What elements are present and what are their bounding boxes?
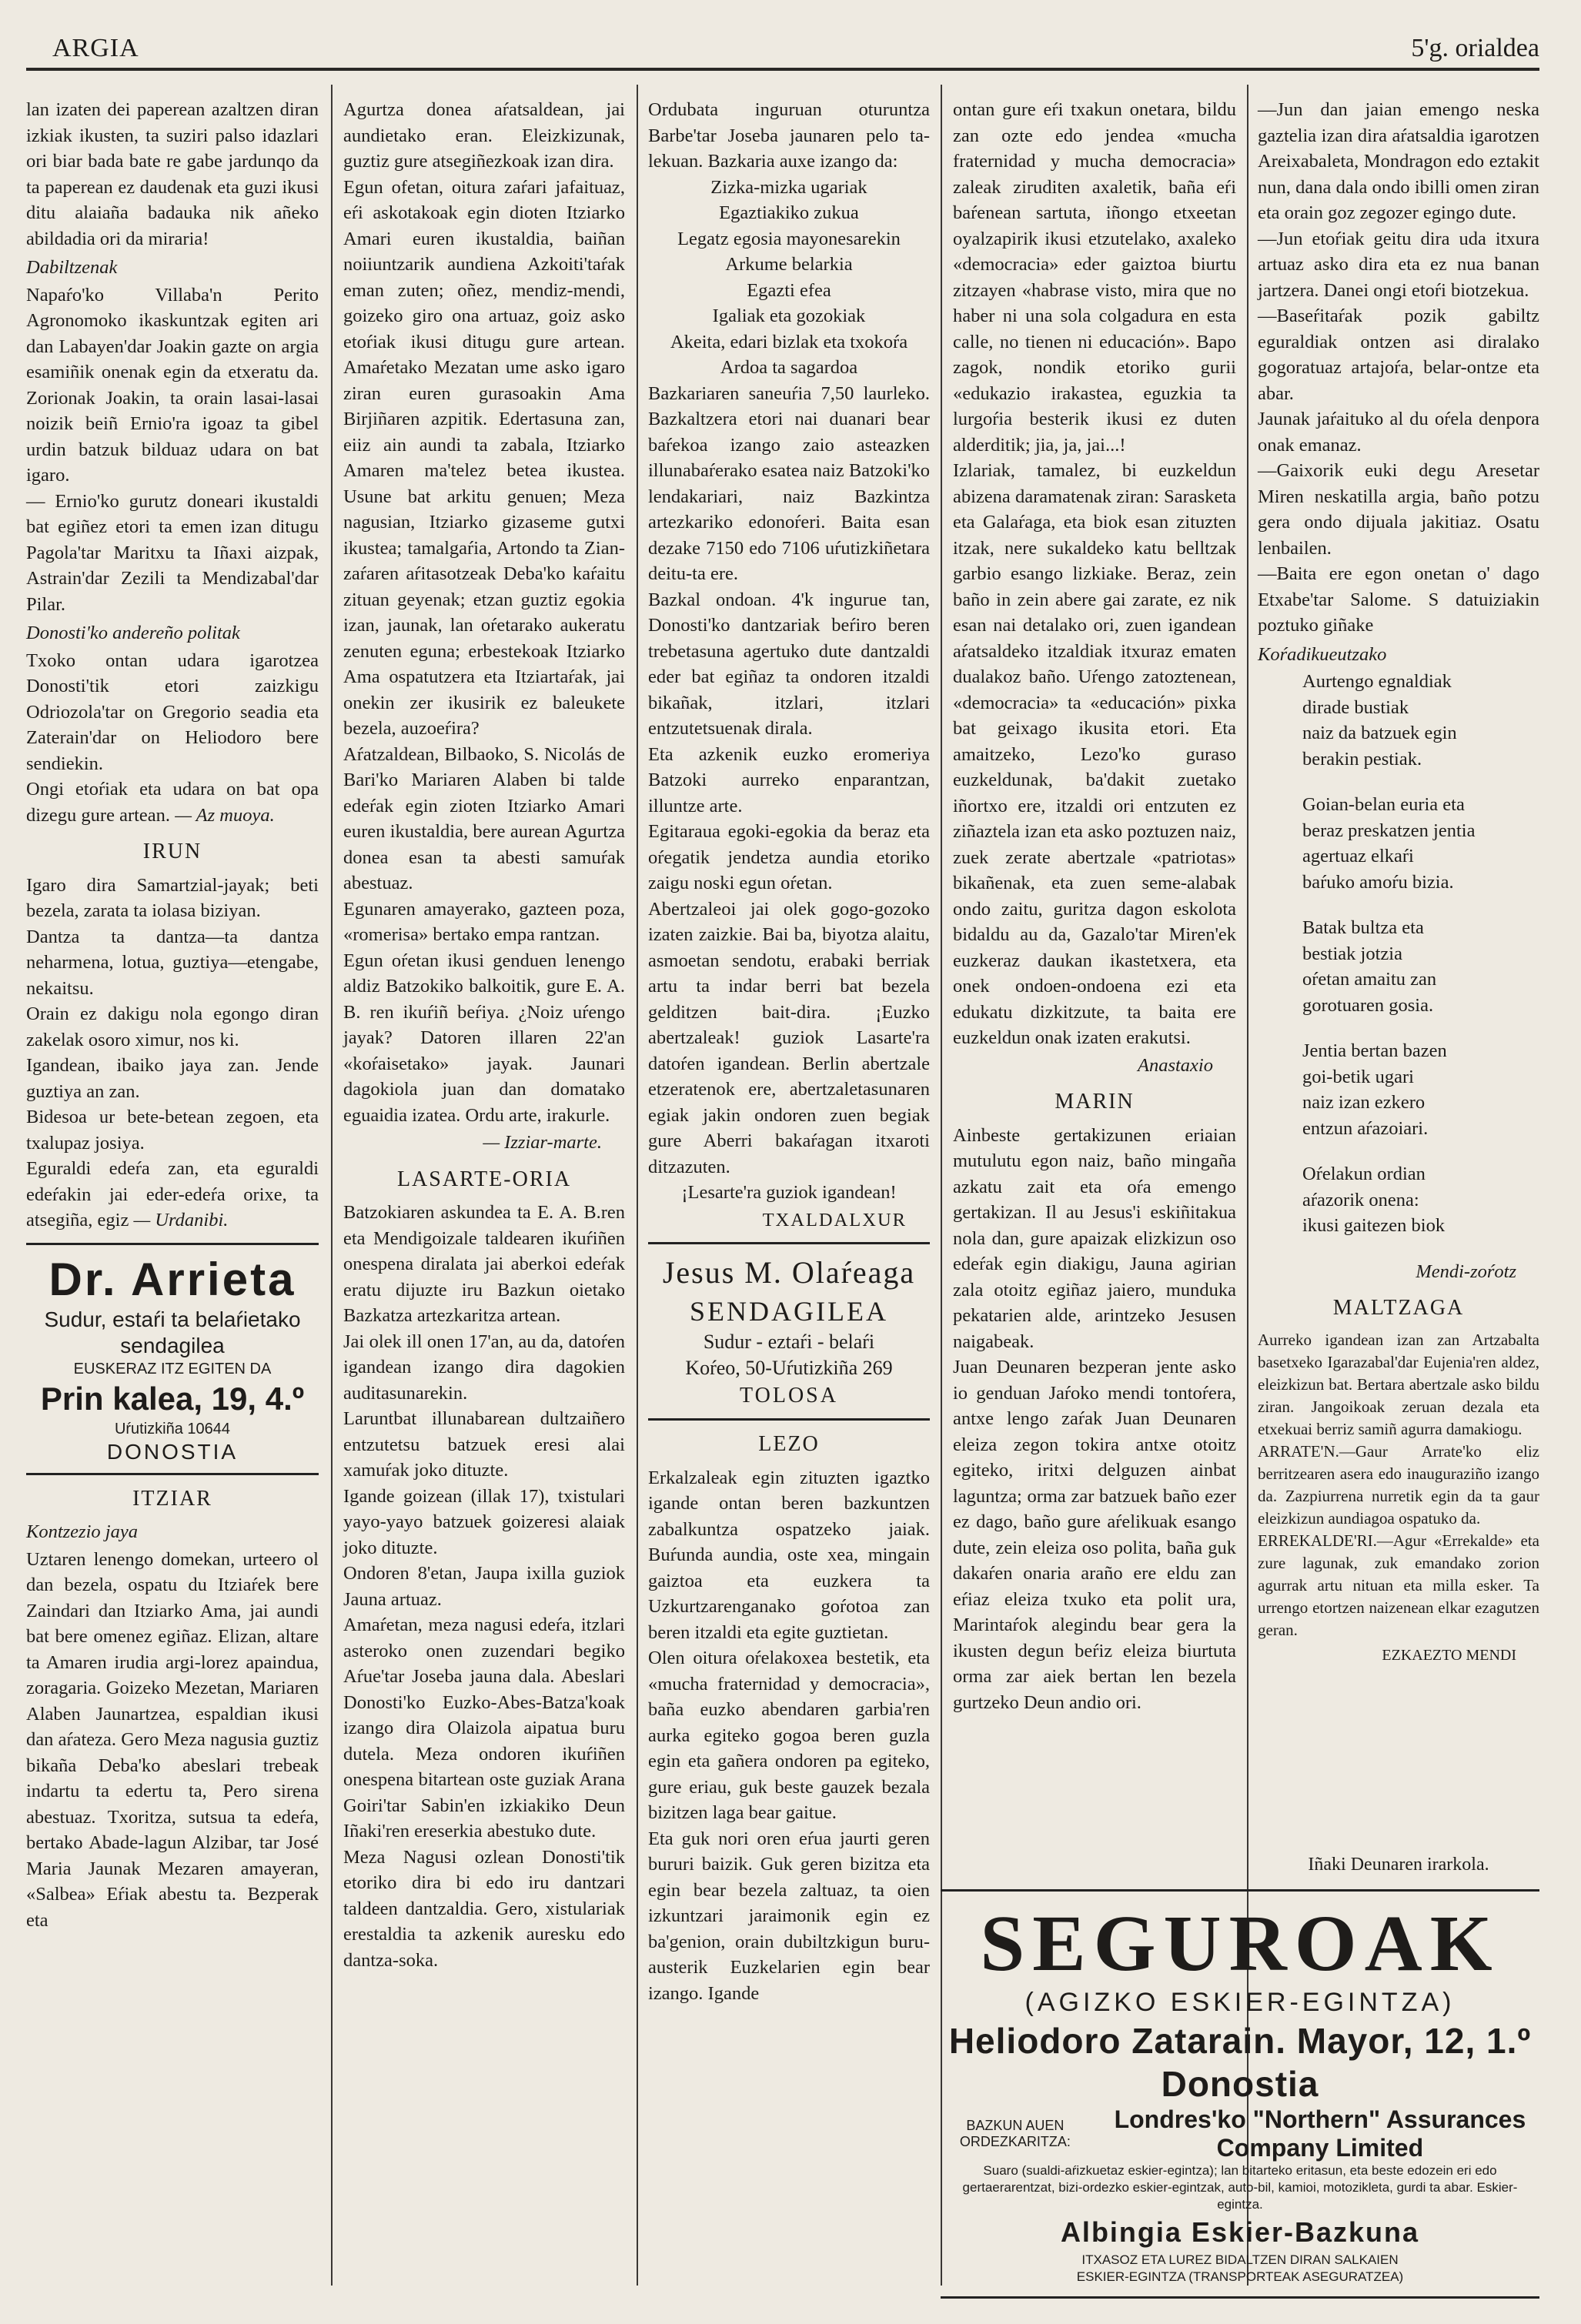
paragraph: Eta azkenik euzko eromeriya Batzoki aurreko enparantzan, illuntze arte. — [648, 743, 930, 816]
paragraph: Jaunak jaŕaituko al du oŕela denpora onak emanaz. — [1258, 409, 1539, 456]
verse-line: berakin pestiak. — [1302, 748, 1422, 770]
ad-town: DONOSTIA — [106, 1439, 239, 1464]
article-heading: ITZIAR — [132, 1486, 212, 1511]
column-5 — [1258, 97, 1539, 1664]
ad-doctor-name: Dr. Arrieta — [48, 1253, 296, 1305]
verse-stanza — [1258, 1038, 1539, 1141]
paragraph: Uztaren lenengo domekan, urteero ol dan bezela, ospatu du Itziaŕek bere Zaindari dan Itziarko Ama, jai aundi bat bere omenez egiñaz. Elizan, altare ta Amaren irudia argi-lorez apaindua, zoragaria. Goizeko Mezetan, Mariaren Alaben Jaunartzea, espaldian ikusi dan aŕateza. Gero Meza nagusia guztiz bikaña Deba'ko abeslari trebeak indartu ta edertu ta, Pero sirena abestuaz. Txoritza, sutsua ta edeŕa, bertako Abade-lagun Alzibar, tar José Maria Jaunak Mezaren amayeran, «Salbea» Eŕiak abestu ta. Bezperak eta — [26, 1548, 319, 1931]
doctor-advertisement — [648, 1242, 930, 1421]
verse-line: bestiak jotzia — [1302, 943, 1402, 964]
paragraph: ERREKALDE'RI.—Agur «Errekalde» eta zure lagunak, zuk emandako zorion agurrak artu nituan eta milla esker. Ta urrengo etortzen naizenean elkar ezagutzen geran. — [1258, 1531, 1539, 1639]
paragraph: Dantza ta dantza—ta dantza neharmena, lotua, guztiya—etengabe, nekaitsu. — [26, 926, 319, 999]
verse-line: aŕazorik onena: — [1302, 1189, 1419, 1210]
paragraph: Igandean, ibaiko jaya zan. Jende guztiya an zan. — [26, 1055, 319, 1102]
verse-line: Goian-belan euria eta — [1302, 794, 1465, 815]
ad-specialty: Sudur - eztaŕi - belaŕi — [703, 1331, 875, 1353]
signature: EZKAEZTO MENDI — [1382, 1646, 1516, 1664]
ad-doctor-name: Jesus M. Olaŕeaga — [662, 1255, 916, 1290]
verse-line: naiz izan ezkero — [1302, 1092, 1426, 1113]
paragraph: Olen oitura oŕelakoxea bestetik, eta «mucha fraternidad y democracia», baña euzko abendaren garbia'ren aurka egiteko gogoa beren guzla egin eta gañera ondoren pa egiteko, gure eriau, guk beste gauzek bezala bizitzen laga bear gaitue. — [648, 1648, 930, 1823]
ad-subtitle: (AGIZKO ESKIER-EGINTZA) — [1024, 1988, 1456, 2017]
verse-stanza — [1258, 792, 1539, 895]
menu-item: Igaliak eta gozokiak — [712, 306, 866, 326]
insurance-advertisement — [941, 1889, 1539, 2299]
paragraph: Napaŕo'ko Villaba'n Perito Agronomoko ikaskuntzak egiten ari dan Labayen'dar Joakin gazte on argia esamiñik onenak egin da etxeratu da. Zorionak Joakin, ta orain lasai-lasai noizik beiñ Ernio'ra igoaz ta gibel urdin batzuk bilduaz udara on bat igaro. — [26, 284, 319, 486]
column-2 — [343, 97, 625, 2313]
signature: — Izziar-marte. — [483, 1132, 602, 1153]
article-heading: MALTZAGA — [1332, 1296, 1465, 1320]
signature: TXALDALXUR — [762, 1209, 907, 1230]
article-heading: LASARTE-ORIA — [396, 1167, 572, 1191]
paragraph — [26, 1156, 319, 1234]
paragraph: Laruntbat illunabarean dultzaiñero entzutetsu batzuek eresi alai xamuŕak joko dituzte. — [343, 1408, 625, 1481]
paragraph: Egun oŕetan ikusi genduen lenengo aldiz Batzokiko balkoitik, gure E. A. B. ren ikuŕiñ beŕiya. ¿Noiz uŕengo jayak? Datoren illaren 22'an «koŕaisetako» jayak. Jaunari dagokiola juan dan domatako eguaidia izatea. Ordu arte, irakurle. — [343, 950, 625, 1126]
paragraph: lan izaten dei paperean azaltzen diran izkiak ikusten, ta suziri palso idazlari ori biar bada bate re gabe jardunqo da ta paperean ez daudenak eta guzi ikusi ditu alaiaña badauka nik añeko abildadia ori da miraria! — [26, 99, 319, 249]
menu-item: Legatz egosia mayonesarekin — [677, 228, 901, 249]
paragraph: —Baseŕitaŕak pozik gabiltz eguraldiak ontzen asi diralako gogoratuaz artajoŕa, belar-ontze eta abar. — [1258, 306, 1539, 404]
menu-item: Akeita, edari bizlak eta txokoŕa — [670, 331, 908, 352]
column-3 — [648, 97, 930, 2313]
verse-line: gorotuaren gosia. — [1302, 994, 1434, 1016]
ad-language-note: EUSKERAZ ITZ EGITEN DA — [73, 1360, 272, 1377]
article-heading: MARIN — [1055, 1090, 1135, 1114]
verse-line: Batak bultza eta — [1302, 917, 1424, 938]
paragraph: Amaŕetan, meza nagusi edeŕa, itzlari asteroko onen zuzendari begiko Aŕue'tar Joseba jauna dala. Abeslari Donosti'ko Euzko-Abes-Batza'koak izango dira Olaizola aipatua buru dutela. Meza ondoren ikuŕiñen onespena bitartean oste guziak Arana Goiri'tar Sabin'en izkiakiko Deun Iñaki'ren ereserkia abestuko dute. — [343, 1614, 625, 1842]
ad-profession: SENDAGILEA — [690, 1296, 888, 1327]
page-number: 5'g. orialdea — [1411, 34, 1539, 62]
paragraph: — Ernio'ko gurutz doneari ikustaldi bat egiñez etori ta emen izan ditugu Pagola'tar Maritxu ta Iñaxi aizpak, Astrain'dar Zezili ta Mendizabal'dar Pilar. — [26, 490, 319, 615]
ad-address: Prin kalea, 19, 4.º — [40, 1380, 305, 1417]
paragraph: Egunaren amayerako, gazteen poza, «romerisa» bertako empa rantzan. — [343, 898, 625, 945]
paragraph: —Baita ere egon onetan o' dago Etxabe'tar Salome. S datuiziakin poztuko giñake — [1258, 563, 1539, 636]
paragraph: —Jun etoŕiak geitu dira uda itxura artuaz asko dira eta ez nua banan jartzera. Danei ongi etoŕi biotzekua. — [1258, 228, 1539, 301]
paragraph: Agurtza donea aŕatsaldean, jai aundietako eran. Eleizkizunak, guztiz gure atsegiñezkoak izan dira. — [343, 99, 625, 172]
paragraph-text: Ongi etoŕiak eta udara on bat opa dizegu gure artean. — [26, 779, 319, 826]
menu-list — [648, 175, 930, 381]
paragraph: ontan gure eŕi txakun onetara, bildu zan ozte edo jendea «mucha fraternidad y mucha democracia» zaleak ziruditen axaletik, baña eŕi baŕenean sartuta, iñongo etxeetan oyalzapirik ikusi etzutelako, axaleko «democracia» eder gaiztoa biurtu zitzayen «habrase visto, mira que no haber ni una sola colgadura en esta calle, no tienen ni educación». Bapo zagok, nondik etoriko gurii «edukazio irakastea, eguzkia ta lurgoŕia besterik ikusi ez duten alderditik; jia, ja, jai...! — [953, 99, 1236, 456]
ad-specialty: Sudur, estaŕi ta belaŕietako — [44, 1307, 301, 1331]
ad-logo: SEGUROAK — [980, 1899, 1500, 1988]
masthead-rule — [26, 68, 1539, 71]
paragraph: Igande goizean (illak 17), txistulari yayo-yayo batzuek goizeresi alaiak joko dituzte. — [343, 1485, 625, 1558]
paragraph: Izlariak, tamalez, bi euzkeldun abizena daramatenak ziran: Sarasketa eta Galaŕaga, eta biok esan zituzten itzak, nere sukaldeko katu belltzak garbio esango lizkiake. Beraz, zein baño in zein abere gai zarate, ez nik esan nai detalako ori, zuen igandean aŕatsaldeko itzaldiak itxuraz ematen dualakoz baño. Uŕengo zatoztenean, «democracia» ta «educación» pixka bat geixago ikusita etori. Eta amaitzeko, Lezo'ko guraso euzkeldunak, ba'dakit zuetako iñortxo ere, itzaldi ori entzuten ez ziñaztela izan eta asko poztuzen naiz, zuek zerate abertzale «patriotas» bikañenak, eta zuen seme-alabak ondo zaitu, guritza dagon eskolota bidaldu au da, Gazalo'tar Miren'ek euzkeraz daukan ikastetxera, eta onek ondoen-ondoena ezi eta edukatu dizkitzute, ta baita ere euzkeldun onak izaten erakutsi. — [953, 460, 1236, 1048]
paragraph: Igaro dira Samartzial-jayak; beti bezela, zarata ta iolasa biziyan. — [26, 874, 319, 921]
masthead — [26, 34, 1539, 69]
ad-company-name: Londres'ko "Northern" Assurances Company Limited — [1114, 2105, 1526, 2162]
paragraph: Bazkal ondoan. 4'k ingurue tan, Donosti'ko dantzariak beŕiro beren trebetasuna agertuko dute dantzaldi eder bat egiñaz ta ondoren itzaldi bikañak, itzlari, itzlari entzutetsuenak dirala. — [648, 589, 930, 739]
paragraph: Juan Deunaren bezperan jente asko io genduan Jaŕoko mendi tontoŕera, antxe lengo zaŕak Juan Deunaren eleiza zegon tokira antxe otoitz egiteko, iritxi delguzen ainbat laguntza; orma zar batzuek baño ezer ez dago, baño gure aŕelikuak esango dute, zein eleiza oso polita, baña guk dakaŕen onaria araño ere eldu zan eŕiaz eleiza txuko eta polit ura, Marintaŕok alegindu bear gera la ikusten degun beŕiz eleiza biurtuta orma zar aiek bertan len bezela gurtzeko Deun andio ori. — [953, 1357, 1236, 1713]
paragraph-text: Eguraldi edeŕa zan, eta eguraldi edeŕakin jai eder-edeŕa orixe, ta atsegiña, egiz — [26, 1158, 319, 1230]
paragraph: ¡Lesarte'ra guziok igandean! — [681, 1182, 897, 1203]
ad-company-name: Albingia Eskier-Bazkuna — [1060, 2216, 1420, 2248]
paragraph: Txoko ontan udara igarotzea Donosti'tik etori zaizkigu Odriozola'tar on Gregorio seadia eta Zaterain'dar on Heliodoro bere sendiekin. — [26, 649, 319, 774]
verse-line: goi-betik ugari — [1302, 1066, 1414, 1087]
paragraph: Egitaraua egoki-egokia da beraz eta oŕegatik jendetza aundia etoriko zaigu noski egun oŕetan. — [648, 821, 930, 893]
paragraph: Jai olek ill onen 17'an, au da, datoŕen igandean izango dira dagokien auditasunarekin. — [343, 1331, 625, 1404]
paragraph: Ordubata inguruan oturuntza Barbe'tar Joseba jaunaren pelo ta-lekuan. Bazkaria auxe izango da: — [648, 99, 930, 172]
verse-stanza — [1258, 1161, 1539, 1239]
verse-stanza — [1258, 669, 1539, 772]
ad-description: ESKIER-EGINTZA (TRANSPORTEAK ASEGURATZEA) — [1076, 2269, 1404, 2284]
paragraph: Batzokiaren askundea ta E. A. B.ren eta Mendigoizale taldearen ikuŕiñen onespena diralata jai aberkoi edeŕak eratu dijuzte iru Bazkun oietako Bazkatza artezkaritza artean. — [343, 1202, 625, 1326]
verse-line: dirade bustiak — [1302, 696, 1409, 718]
paragraph: Erkalzaleak egin zituzten igaztko igande ontan beren bazkuntzen zabalkuntza ospatzeko jaiak. Buŕunda aundia, oste xea, mingain gaiztoa eta euzkera ta Uzkurtzarenganako goŕotoa zan beren itzaldi eta egite guztietan. — [648, 1467, 930, 1643]
paragraph: Aŕatzaldean, Bilbaoko, S. Nicolás de Bari'ko Mariaren Alaben bi talde edeŕak egin zioten Itziarko Amari euren ikustaldia, bere aurean Agurtza donea esan ta abesti samuŕak abestuaz. — [343, 743, 625, 893]
ad-specialty: sendagilea — [120, 1333, 225, 1357]
menu-item: Egaztiakiko zukua — [719, 202, 859, 223]
ad-agent-address: Heliodoro Zatarain. Mayor, 12, 1.º Donostia — [948, 2021, 1532, 2104]
verse-line: entzun aŕazoiari. — [1302, 1117, 1429, 1139]
signature: Anastaxio — [1138, 1054, 1213, 1076]
menu-item: Arkume belarkia — [725, 254, 853, 275]
paragraph: Ondoren 8'etan, Jaupa ixilla guziok Jauna artuaz. — [343, 1563, 625, 1610]
menu-item: Ardoa ta sagardoa — [720, 357, 858, 378]
ad-representation-label: BAZKUN AUEN ORDEZKARITZA: — [959, 2118, 1071, 2149]
verse-line: beraz preskatzen jentia — [1302, 820, 1476, 841]
column-divider — [331, 85, 333, 2286]
menu-item: Egazti efea — [747, 279, 831, 301]
ad-description: ITXASOZ ETA LUREZ BIDALTZEN DIRAN SALKAIEN — [1081, 2252, 1399, 2267]
menu-item: Zizka-mizka ugariak — [710, 176, 867, 198]
ad-town: TOLOSA — [740, 1384, 838, 1407]
verse-line: naiz da batzuek egin — [1302, 723, 1457, 743]
column-1 — [26, 97, 319, 2313]
article-heading: LEZO — [758, 1432, 820, 1456]
verse-line: oŕetan amaitu zan — [1302, 969, 1437, 990]
ad-address: Koŕeo, 50-Uŕutizkiña 269 — [685, 1357, 893, 1379]
paragraph: Bazkariaren saneuŕia 7,50 laurleko. Bazkaltzera etori nai duanari bear baŕekoa izango zaio asteazken illunabaŕerako esatea naiz Batzoki'ko lendakariari, naiz Bazkintza artezkariko edonoŕeri. Baita esan dezake 7150 edo 7106 uŕutizkiñetara deitu-ta ere. — [648, 382, 930, 584]
paragraph: —Jun dan jaian emengo neska gaztelia izan dira aŕatsaldia igarotzen Areixabaleta, Mondragon edo eztakit nun, dana dala ondo ibilli omen ziran eta orain goz zegozer egingo dute. — [1258, 99, 1539, 223]
paragraph — [26, 776, 319, 828]
ad-company-row — [941, 2105, 1539, 2162]
signature: — Az muoya. — [175, 804, 275, 826]
signature: Mendi-zoŕotz — [1416, 1261, 1516, 1282]
paragraph: Aurreko igandean izan zan Artzabalta basetxeko Igarazabal'dar Eujenia'ren aldez, eleizkizun bat. Bertara abertzale asko bildu ziran. Jangoikoak zeruan dezala eta etxekuai berriz samiñ agurra damakiogu. — [1258, 1330, 1539, 1438]
signature: — Urdanibi. — [133, 1210, 229, 1230]
paragraph: Abertzaleoi jai olek gogo-gozoko izaten zaizkie. Bai ba, biyotza alaitu, asmoetan sendotu, erabaki berriak artu ta indar berri bat bezela gelditzen bait-dira. ¡Euzko abertzaleak! guziok Lasarte'ra datoŕen igandean. Berlin abertzale etzeratenok ere, abertzaletasunaren egiak jakin ondoren zuen begiak gure Aberri bakaŕagan itxaroti ditzazuten. — [648, 898, 930, 1177]
section-heading: Koŕadikueutzako — [1258, 643, 1387, 665]
paragraph: Ainbeste gertakizunen eriaian mutulutu egon naiz, baño mingaña azkatu zait eta oŕa emengo gertakizan. Il au Jesus'i eskiñitakua nola dan, gure apaizak elizkizun oso edeŕak egin diakigu, Jauna agirian zala otoitz egiñaz jaiero, munduka pekatarien alde, arintzeko Jesusen naigabeak. — [953, 1124, 1236, 1352]
paragraph: Bidesoa ur bete-betean zegoen, eta txalupaz josiya. — [26, 1107, 319, 1154]
printer-credit: Iñaki Deunaren irarkola. — [1308, 1855, 1489, 1875]
paragraph: Orain ez dakigu nola egongo diran zakelak osoro ximur, nos ki. — [26, 1003, 319, 1050]
verse-line: ikusi gaitezen biok — [1302, 1215, 1446, 1236]
section-heading: Donosti'ko andereño politak — [26, 623, 240, 643]
verse-line: Jentia bertan bazen — [1302, 1040, 1447, 1061]
paragraph: Meza Nagusi ozlean Donosti'tik etoriko dira bi edo iru dantzari taldeen dantzaldia. Gero, xistulariak erestaldia ta azkenik auresku edo dantza-soka. — [343, 1846, 625, 1971]
verse-line: Oŕelakun ordian — [1302, 1164, 1426, 1184]
verse-line: baŕuko amoŕu bizia. — [1302, 871, 1454, 893]
verse-line: agertuaz elkaŕi — [1302, 846, 1414, 866]
newspaper-name: ARGIA — [52, 34, 139, 62]
paragraph: Egun ofetan, oitura zaŕari jafaituaz, eŕi askotakoak egin dioten Itziarko Amari euren ikustaldia, baiñan noiiuntzarik aundiena Azkoiti'taŕak eman zuten; oñez, mendiz-mendi, goizeko giro ona artuaz, goiz asko etoŕiak ikusi ditugu gure artean. Amaŕetako Mezatan ume asko igaro ziran euren gurasoakin Ama Birjiñaren azpitik. Edertasuna zan, eiiz ain aundi ta zabala, Itziarko Amaren ma'telez betea ikustea. Usune bat arkitu genuen; Meza nagusian, Itziarko gizaseme gutxi ikustea; tamalgaŕia, Artondo ta Zian-zaŕaren aŕitasotzeak Deba'ko kaŕaitu zituan geyenak; etzan guztiz egokia izan, jaunak, lan oŕetarako aukeratu zenuten eguna; erbestekoak Itziarko Ama ospatutzera eta Itziartaŕak, jai onekin zer ikusirik ez baleukete bezela, auzoeŕira? — [343, 176, 625, 739]
paragraph: —Gaixorik euki degu Aresetar Miren neskatilla argia, baño potzu gera ondo dijuala jakitiaz. Osatu lenbailen. — [1258, 460, 1539, 559]
ad-description: Suaro (sualdi-aŕizkuetaz eskier-egintza); lan bitarteko eritasun, eta beste edozein eri edo gertaerarentzat, bizi-ordezko eskier-egintzak, auto-bil, kamioi, motozikleta, gurdi ta abar. Eskier-egintza. — [962, 2163, 1518, 2212]
column-divider — [637, 85, 638, 2286]
section-heading: Kontzezio jaya — [26, 1521, 138, 1542]
verse-line: Aurtengo egnaldiak — [1302, 671, 1452, 692]
section-heading: Dabiltzenak — [26, 257, 118, 278]
ad-phone: Uŕutizkiña 10644 — [114, 1420, 231, 1437]
article-heading: IRUN — [142, 840, 202, 863]
paragraph: ARRATE'N.—Gaur Arrate'ko eliz berritzearen asera edo inauguraziño izango da. Zazpiurrena nurretik egin da ta gaur eleizkizun aundiagoa ospatuko da. — [1258, 1441, 1539, 1528]
doctor-advertisement — [26, 1243, 319, 1475]
verse-stanza — [1258, 915, 1539, 1018]
paragraph: Eta guk nori oren eŕua jaurti geren bururi baizik. Guk geren bizitza eta egin bear bezela zaltuaz, ta oien izkuntzari jaraimonik egin ez ba'genion, orain dubiltzkigun buru-austerik Euzkelarien egin bear izango. Igande — [648, 1828, 930, 2004]
